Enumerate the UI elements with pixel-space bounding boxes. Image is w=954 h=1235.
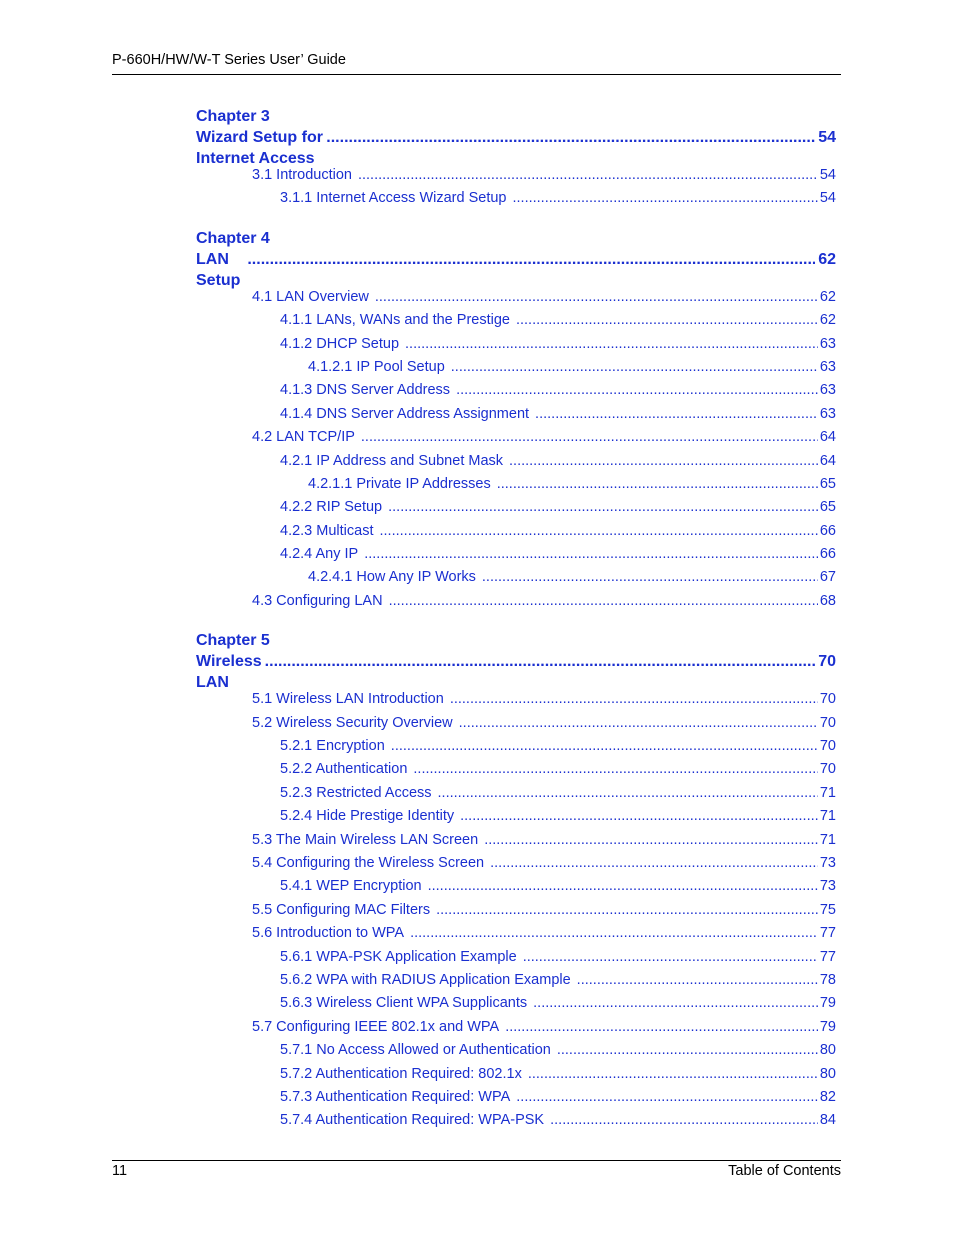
toc-entry-link[interactable]: [196, 543, 836, 566]
toc-entry-page-number: 71: [819, 808, 836, 825]
toc-entry-page-number: 77: [819, 948, 836, 965]
dot-leader: [413, 758, 817, 781]
toc-entry-text: 4.1.4 DNS Server Address Assignment: [280, 405, 530, 422]
toc-entry-link[interactable]: [196, 426, 836, 449]
dot-leader: [505, 1016, 818, 1039]
dot-leader: [577, 969, 818, 992]
toc-entry-text: 5.2.3 Restricted Access: [280, 784, 432, 801]
dot-leader: [450, 688, 818, 711]
toc-entry-text: 5.2.2 Authentication: [280, 761, 408, 778]
toc-entry-page-number: 65: [819, 499, 836, 516]
toc-entry-page-number: 70: [819, 691, 836, 708]
dot-leader: [557, 1039, 818, 1062]
page-header: [112, 52, 841, 75]
dot-leader: [358, 164, 818, 187]
toc-entry-link[interactable]: [196, 1016, 836, 1039]
toc-entry-link[interactable]: [196, 473, 836, 496]
toc-entry-page-number: 71: [819, 831, 836, 848]
dot-leader: [497, 473, 818, 496]
toc-entry-link[interactable]: [196, 758, 836, 781]
dot-leader: [438, 782, 818, 805]
toc-entry-text: 4.1.3 DNS Server Address: [280, 382, 451, 399]
dot-leader: [460, 805, 818, 828]
toc-entry-page-number: 62: [819, 312, 836, 329]
dot-leader: [523, 946, 818, 969]
toc-entry-page-number: 54: [819, 167, 836, 183]
toc-entry-link[interactable]: [196, 187, 836, 210]
toc-entry-text: 4.1 LAN Overview: [252, 288, 369, 305]
toc-entry-link[interactable]: [196, 590, 836, 613]
toc-entry-text: 5.7.2 Authentication Required: 802.1x: [280, 1065, 522, 1082]
dot-leader: [247, 249, 815, 270]
dot-leader: [516, 309, 818, 332]
toc-entry-text: 5.4.1 WEP Encryption: [280, 878, 422, 895]
toc-entry-text: 5.6.2 WPA with RADIUS Application Example: [280, 971, 571, 988]
toc-entry-link[interactable]: [196, 712, 836, 735]
dot-leader: [428, 875, 818, 898]
toc-entry-link[interactable]: [196, 356, 836, 379]
toc-entry-link[interactable]: [196, 829, 836, 852]
toc-entry-link[interactable]: [196, 875, 836, 898]
toc-entry-link[interactable]: [196, 164, 836, 187]
toc-entry-text: 4.2.4 Any IP: [280, 546, 359, 563]
dot-leader: [459, 712, 818, 735]
page-number: 11: [112, 1163, 128, 1179]
toc-entry-link[interactable]: [196, 1086, 836, 1109]
toc-entry-link[interactable]: [196, 450, 836, 473]
toc-entry-page-number: 70: [819, 714, 836, 731]
dot-leader: [484, 829, 818, 852]
toc-entry-link[interactable]: [196, 735, 836, 758]
toc-entry-link[interactable]: [196, 992, 836, 1015]
toc-entry-link[interactable]: [196, 1063, 836, 1086]
chapter-page-number: 54: [818, 129, 836, 146]
toc-entry-page-number: 65: [819, 475, 836, 492]
toc-entry-text: 5.2.4 Hide Prestige Identity: [280, 808, 455, 825]
toc-entry-text: 4.2.4.1 How Any IP Works: [308, 569, 476, 586]
dot-leader: [380, 520, 818, 543]
dot-leader: [451, 356, 818, 379]
page-footer: [112, 1160, 841, 1179]
toc-entry-page-number: 73: [819, 854, 836, 871]
toc-entry-page-number: 82: [819, 1088, 836, 1105]
dot-leader: [361, 426, 818, 449]
toc-entry-text: 5.3 The Main Wireless LAN Screen: [252, 831, 479, 848]
toc-entry-link[interactable]: [196, 1039, 836, 1062]
toc-entry-page-number: 64: [819, 429, 836, 446]
toc-entry-page-number: 63: [819, 335, 836, 352]
dot-leader: [490, 852, 818, 875]
dot-leader: [364, 543, 818, 566]
toc-entry-link[interactable]: [196, 899, 836, 922]
toc-entry-page-number: 63: [819, 405, 836, 422]
chapter-number-link[interactable]: Chapter 3: [196, 108, 270, 125]
toc-entry-text: 5.6 Introduction to WPA: [252, 925, 405, 942]
toc-entry-text: 4.3 Configuring LAN: [252, 592, 383, 609]
toc-entry-link[interactable]: [196, 688, 836, 711]
dot-leader: [533, 992, 818, 1015]
toc-entry-page-number: 63: [819, 358, 836, 375]
chapter-title-text: Wizard Setup for Internet Access: [196, 129, 323, 167]
toc-entry-link[interactable]: [196, 566, 836, 589]
toc-entry-page-number: 77: [819, 925, 836, 942]
toc-entry-text: 4.1.2 DHCP Setup: [280, 335, 400, 352]
toc-entry-page-number: 62: [819, 288, 836, 305]
toc-entry-link[interactable]: [196, 520, 836, 543]
toc-entry-text: 5.2 Wireless Security Overview: [252, 714, 453, 731]
toc-entry-link[interactable]: [196, 782, 836, 805]
toc-entry-link[interactable]: [196, 946, 836, 969]
toc-entry-link[interactable]: [196, 309, 836, 332]
toc-entry-page-number: 70: [819, 738, 836, 755]
toc-entry-text: 5.7.1 No Access Allowed or Authentication: [280, 1042, 551, 1059]
toc-entry-page-number: 71: [819, 784, 836, 801]
chapter-block: [196, 106, 836, 211]
toc-entry-link[interactable]: [196, 496, 836, 519]
chapter-number-link[interactable]: Chapter 5: [196, 632, 270, 650]
chapter-page-number: 70: [818, 653, 836, 671]
toc-entry-link[interactable]: [196, 852, 836, 875]
toc-entry-text: 4.1.2.1 IP Pool Setup: [308, 358, 445, 375]
toc-entry-link[interactable]: [196, 922, 836, 945]
toc-entry-text: 4.2.1 IP Address and Subnet Mask: [280, 452, 504, 469]
dot-leader: [516, 1086, 818, 1109]
dot-leader: [528, 1063, 818, 1086]
dot-leader: [389, 590, 818, 613]
toc-entry-text: 5.7.3 Authentication Required: WPA: [280, 1088, 511, 1105]
toc-entry-page-number: 67: [819, 569, 836, 586]
chapter-page-number: 62: [818, 250, 836, 268]
toc-entry-link[interactable]: [196, 333, 836, 356]
toc-entry-page-number: 75: [819, 901, 836, 918]
toc-entry-page-number: 73: [819, 878, 836, 895]
toc-entry-page-number: 80: [819, 1065, 836, 1082]
dot-leader: [375, 286, 818, 309]
toc-entry-text: 5.1 Wireless LAN Introduction: [252, 691, 444, 708]
dot-leader: [388, 496, 818, 519]
toc-entry-text: 4.2.2 RIP Setup: [280, 499, 383, 516]
footer-section-title: Table of Contents: [728, 1163, 841, 1179]
chapter-title-link[interactable]: [196, 651, 836, 692]
dot-leader: [509, 450, 818, 473]
toc-entry-link[interactable]: [196, 1109, 836, 1132]
toc-entry-page-number: 70: [819, 761, 836, 778]
toc-entry-link[interactable]: [196, 379, 836, 402]
toc-entry-page-number: 79: [819, 995, 836, 1012]
toc-entry-page-number: 79: [819, 1018, 836, 1035]
toc-entry-page-number: 68: [819, 592, 836, 609]
toc-entry-text: 5.7.4 Authentication Required: WPA-PSK: [280, 1112, 545, 1129]
toc-entry-text: 5.6.1 WPA-PSK Application Example: [280, 948, 517, 965]
toc-entry-page-number: 64: [819, 452, 836, 469]
toc-entry-text: 5.5 Configuring MAC Filters: [252, 901, 431, 918]
toc-entry-text: 5.6.3 Wireless Client WPA Supplicants: [280, 995, 528, 1012]
dot-leader: [436, 899, 818, 922]
chapter-title-link[interactable]: [196, 127, 836, 167]
toc-entry-link[interactable]: [196, 969, 836, 992]
toc-entry-page-number: 78: [819, 971, 836, 988]
toc-entry-page-number: 80: [819, 1042, 836, 1059]
dot-leader: [326, 127, 815, 148]
chapter-title-link[interactable]: [196, 249, 836, 289]
dot-leader: [512, 187, 817, 210]
dot-leader: [456, 379, 818, 402]
toc-entry-text: 4.2.3 Multicast: [280, 522, 374, 539]
document-title: P-660H/HW/W-T Series User’ Guide: [112, 52, 346, 68]
chapter-number-link[interactable]: Chapter 4: [196, 229, 270, 247]
toc-entry-link[interactable]: [196, 403, 836, 426]
dot-leader: [550, 1109, 818, 1132]
chapter-block: [196, 613, 836, 1132]
toc-entry-page-number: 84: [819, 1112, 836, 1129]
table-of-contents: [196, 106, 836, 1133]
toc-entry-text: 4.2.1.1 Private IP Addresses: [308, 475, 491, 492]
toc-entry-text: 5.4 Configuring the Wireless Screen: [252, 854, 485, 871]
toc-entry-link[interactable]: [196, 286, 836, 309]
dot-leader: [391, 735, 818, 758]
toc-entry-page-number: 63: [819, 382, 836, 399]
chapter-title-text: LAN Setup: [196, 250, 241, 289]
dot-leader: [405, 333, 818, 356]
toc-entry-text: 3.1 Introduction: [252, 167, 352, 183]
toc-entry-text: 5.2.1 Encryption: [280, 738, 385, 755]
toc-entry-text: 4.1.1 LANs, WANs and the Prestige: [280, 312, 510, 329]
toc-entry-text: 5.7 Configuring IEEE 802.1x and WPA: [252, 1018, 500, 1035]
dot-leader: [482, 566, 818, 589]
toc-entry-page-number: 66: [819, 546, 836, 563]
chapter-block: [196, 211, 836, 613]
dot-leader: [265, 651, 816, 672]
toc-entry-text: 3.1.1 Internet Access Wizard Setup: [280, 190, 507, 207]
toc-entry-page-number: 66: [819, 522, 836, 539]
dot-leader: [410, 922, 818, 945]
toc-entry-text: 4.2 LAN TCP/IP: [252, 429, 355, 446]
chapter-title-text: Wireless LAN: [196, 653, 262, 692]
toc-entry-link[interactable]: [196, 805, 836, 828]
toc-entry-page-number: 54: [819, 190, 836, 207]
dot-leader: [535, 403, 818, 426]
